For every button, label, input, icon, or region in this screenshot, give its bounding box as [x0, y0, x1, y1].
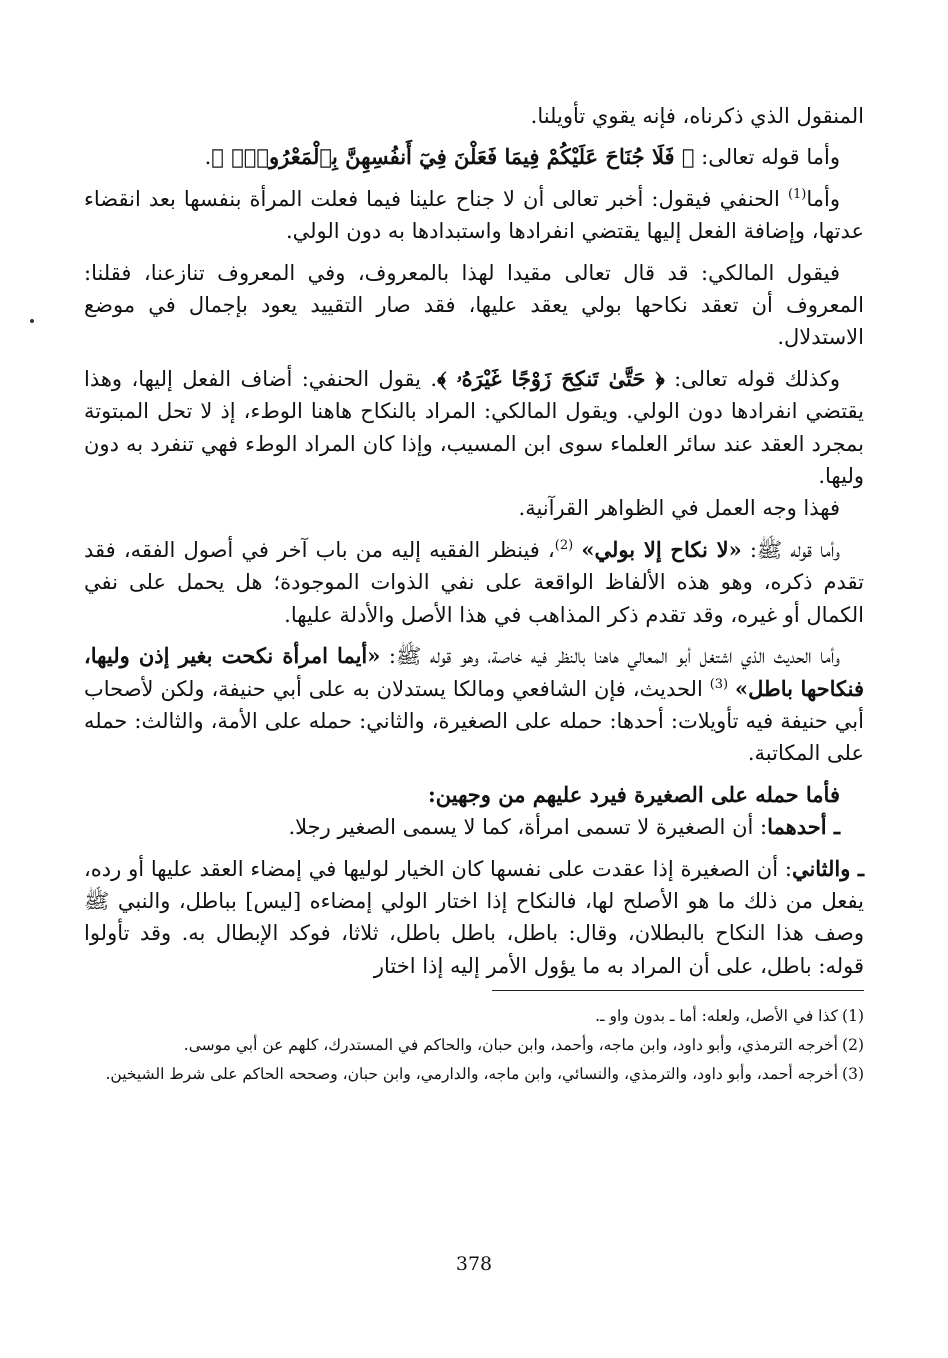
footnote-text: أخرجه الترمذي، وأبو داود، وابن ماجه، وأحمد، وابن حبان، والحاكم في المستدرك، كلهم عن أبي موسى. [183, 1036, 838, 1055]
paragraph [84, 779, 864, 811]
text-run: : أن الصغيرة إذا عقدت على نفسها كان الخيار لوليها في إمضاء العقد عليها أو رده، يفعل من ذلك ما هو الأصلح لها، فالنكاح إذا اختار الولي إمضاءه [ليس] بباطل، والنبي ﷺ وصف هذا النكاح بالبطلان، وقال: باطل، باطل باطل، ثلاثا، فوكد الإبطال به. وقد تأولوا قوله: باطل، على أن المراد به ما يؤول الأمر إليه إذا اختار [84, 856, 864, 978]
footnote-number: (2) [842, 1036, 864, 1055]
emphasis-text: «أيما امرأة نكحت بغير إذن وليها، فنكاحها باطل» [84, 643, 864, 701]
text-run: الحنفي فيقول: أخبر تعالى أن لا جناح علينا فيما فعلت المرأة بنفسها بعد انقضاء عدتها، وإضافة الفعل إليها يقتضي انفرادها واستبدادها به دون الولي. [84, 186, 864, 244]
paragraph [84, 100, 864, 132]
emphasis-text: ـ أحدهما [767, 814, 840, 840]
emphasis-text: «لا نكاح إلا بولي» [581, 536, 742, 562]
page-number: 378 [455, 1253, 493, 1275]
footnote [84, 1032, 864, 1059]
text-run: فيقول المالكي: قد قال تعالى مقيدا لهذا بالمعروف، وفي المعروف تنازعنا، فقلنا: المعروف أن تعقد نكاحها بولي يعقد عليها، فقد صار التقييد يعود بإجمال في موضع الاستدلال. [84, 260, 864, 350]
paragraph [84, 363, 864, 493]
emphasis-text: فأما حمله على الصغيرة فيرد عليهم من وجهين: [428, 781, 840, 807]
footnote [84, 1061, 864, 1088]
text-run: المنقول الذي ذكرناه، فإنه يقوي تأويلنا. [530, 104, 864, 128]
text-run: فهذا وجه العمل في الظواهر القرآنية. [518, 496, 840, 521]
paragraph [84, 534, 864, 631]
text-run: : أن الصغيرة لا تسمى امرأة، كما لا يسمى الصغير رجلا. [288, 815, 768, 840]
footnote-text: أخرجه أحمد، وأبو داود، والترمذي، والنسائي، وابن ماجه، والدارمي، وابن حبان، وصححه الحاكم على شرط الشيخين. [105, 1065, 838, 1084]
paragraph [84, 183, 864, 248]
paragraph [84, 640, 864, 770]
text-run: الحديث، فإن الشافعي ومالكا يستدلان به على أبي حنيفة، ولكن لأصحاب أبي حنيفة فيه تأويلات: أحدها: حمله على الصغيرة، والثاني: حمله على الأمة، والثالث: حمله على المكاتبة. [84, 676, 864, 766]
text-run: ، فينظر الفقيه إليه من باب آخر في أصول الفقه، فقد تقدم ذكره، وهو هذه الألفاظ الواقعة على نفي الذوات الموجودة؛ هل يحمل على نفي الكمال أو غيره، وقد تقدم ذكر المذاهب في هذا الأصل والأدلة عليها. [84, 537, 864, 627]
paragraph [84, 141, 864, 173]
text-run: وأما قوله ﷺ: [741, 537, 840, 562]
text-run [728, 677, 735, 701]
text-run: . يقول الحنفي: أضاف الفعل إليها، وهذا يقتضي انفرادها دون الولي. ويقول المالكي: المراد بالنكاح هاهنا الوطء، إذ لا تحل المبتوتة بمجرد العقد عند سائر العلماء سوى ابن المسيب، وإذا كان المراد الوطء فهي تنفرد به دون وليها. [84, 366, 864, 489]
paragraph [84, 811, 864, 843]
ink-speck [30, 319, 34, 323]
footnote-ref: (1) [787, 186, 807, 202]
paragraph [84, 257, 864, 354]
text-run: وأما الحديث الذي اشتغل أبو المعالي هاهنا بالنظر فيه خاصة، وهو قوله ﷺ: [380, 644, 841, 669]
footnote-ref: (2) [554, 537, 574, 553]
footnote-number: (3) [842, 1065, 864, 1084]
quran-verse: ﴿ فَلَا جُنَاحَ عَلَيْكُمْ فِيمَا فَعَلْنَ فِيٓ أَنفُسِهِنَّ بِٱلْمَعْرُوفِۗ ﴾ [211, 144, 695, 170]
text-run: وكذلك قوله تعالى: [664, 366, 841, 391]
footnote-number: (1) [842, 1007, 864, 1026]
footnote [84, 1003, 864, 1030]
quran-verse: ﴿ حَتَّىٰ تَنكِحَ زَوْجًا غَيْرَهُۥ ﴾ [437, 365, 665, 391]
footnote-ref: (3) [709, 676, 729, 692]
emphasis-text: ـ والثاني [791, 855, 864, 881]
text-run: وأما [806, 186, 840, 211]
footnotes [84, 1003, 864, 1088]
text-run: . [204, 145, 212, 170]
footnote-text: كذا في الأصل، ولعله: أما ـ بدون واو ـ. [595, 1007, 838, 1026]
text-run: وأما قوله تعالى: [694, 145, 840, 170]
paragraph [84, 853, 864, 983]
footnote-separator [492, 990, 864, 991]
paragraph [84, 492, 864, 524]
main-text [84, 100, 864, 982]
